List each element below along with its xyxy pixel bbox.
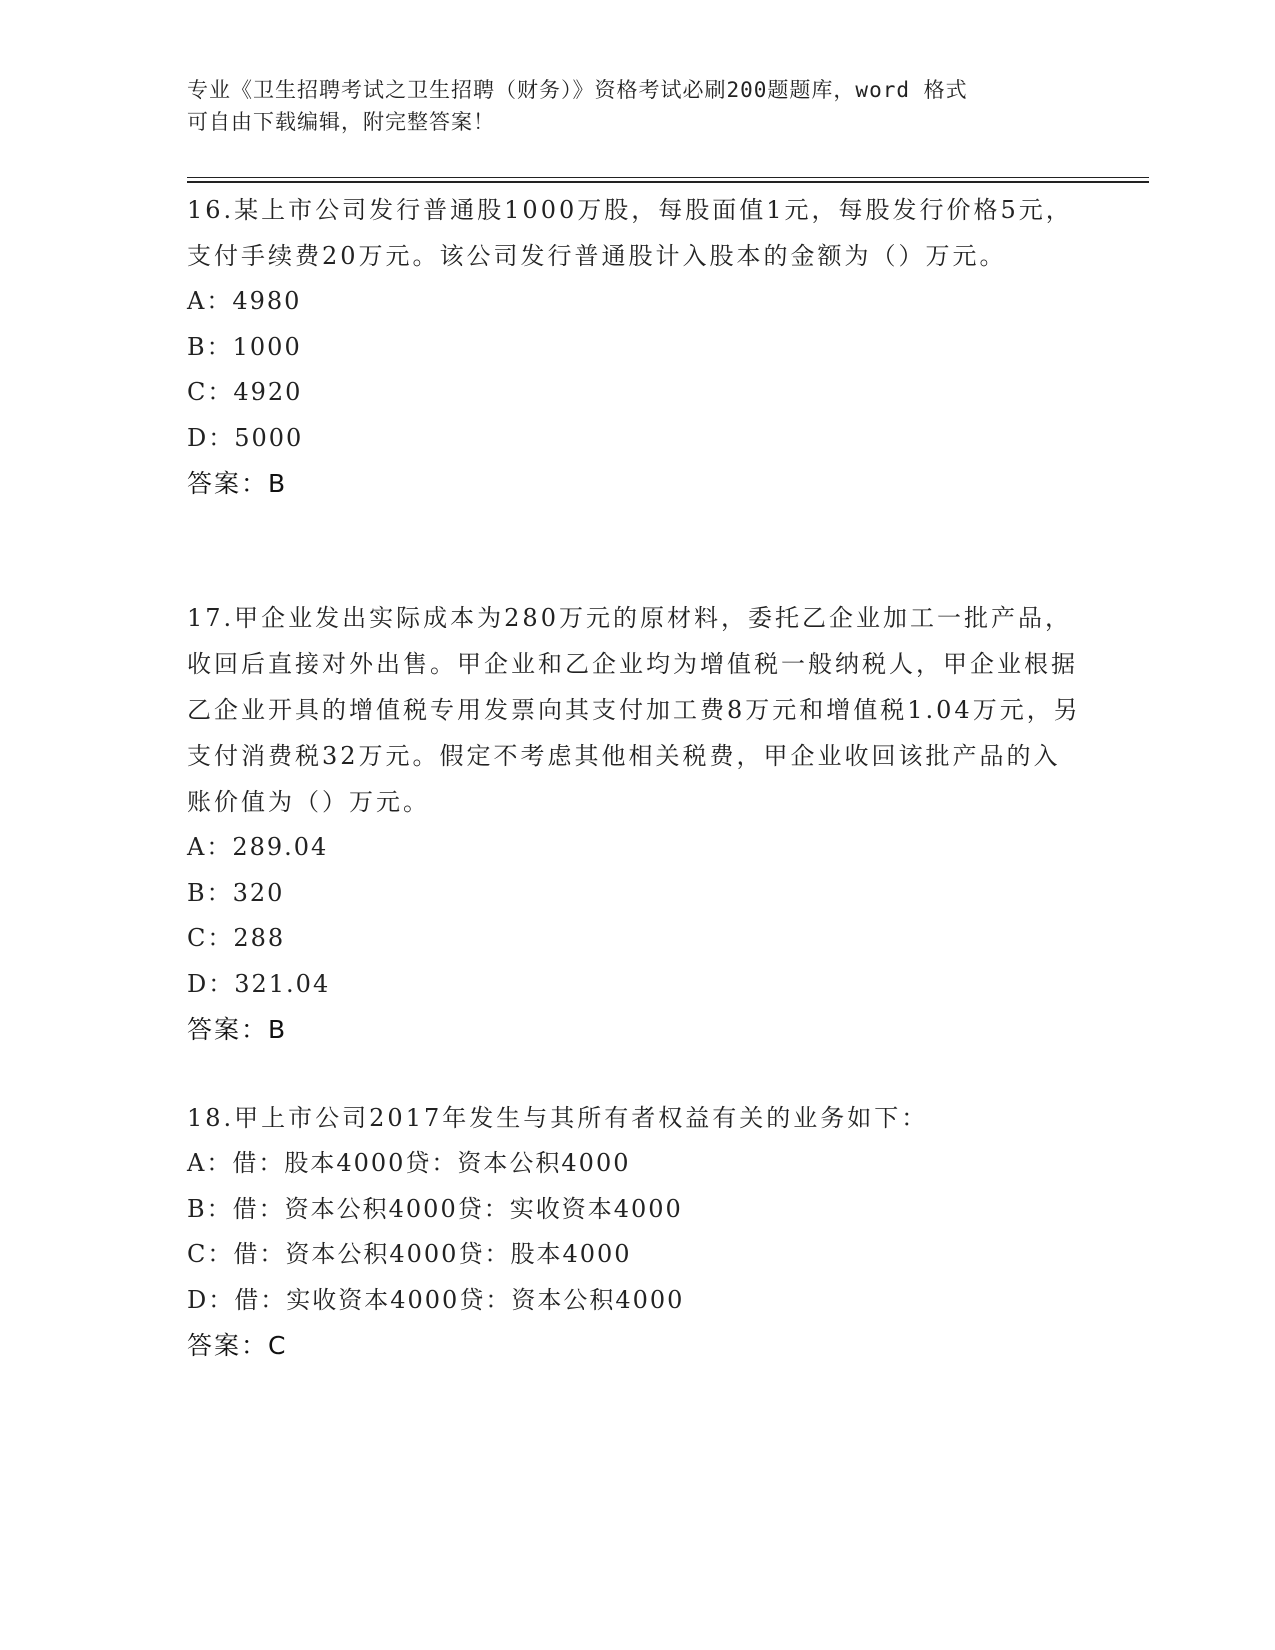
option-b: B：1000 xyxy=(187,332,302,361)
header-line-2: 可自由下载编辑，附完整答案！ xyxy=(187,110,495,134)
option-c: C：288 xyxy=(187,924,286,952)
option-a: A：4980 xyxy=(187,287,302,315)
option-b: B：借：资本公积4000贷：实收资本4000 xyxy=(187,1194,683,1223)
option-a: A：289.04 xyxy=(187,833,329,861)
document-header xyxy=(187,74,1067,138)
option-d: D：5000 xyxy=(187,423,304,452)
option-c: C：借：资本公积4000贷：股本4000 xyxy=(187,1240,632,1268)
question-stem: 17.甲企业发出实际成本为280万元的原材料，委托乙企业加工一批产品，收回后直接对外出售。甲企业和乙企业均为增值税一般纳税人，甲企业根据乙企业开具的增值税专用发票向其支付加工费8万元和增值税1.04万元，另支付消费税32万元。假定不考虑其他相关税费，甲企业收回该批产品的入账价值为（）万元。 xyxy=(187,604,1081,816)
option-d: D：321.04 xyxy=(187,969,331,998)
question-stem: 16.某上市公司发行普通股1000万股，每股面值1元，每股发行价格5元，支付手续费20万元。该公司发行普通股计入股本的金额为（）万元。 xyxy=(187,196,1073,270)
option-b: B：320 xyxy=(187,878,285,907)
option-a: A：借：股本4000贷：资本公积4000 xyxy=(187,1149,631,1177)
answer-line: 答案：B xyxy=(187,469,288,498)
option-d: D：借：实收资本4000贷：资本公积4000 xyxy=(187,1285,685,1314)
answer-line: 答案：B xyxy=(187,1015,288,1044)
option-c: C：4920 xyxy=(187,378,303,406)
question-16 xyxy=(187,187,1087,507)
answer-line: 答案：C xyxy=(187,1331,288,1360)
question-stem: 18.甲上市公司2017年发生与其所有者权益有关的业务如下： xyxy=(187,1104,929,1132)
question-17 xyxy=(187,595,1087,1053)
header-line-1: 专业《卫生招聘考试之卫生招聘（财务）》资格考试必刷200题题库，word 格式 xyxy=(187,78,968,102)
question-18 xyxy=(187,1095,1087,1369)
header-divider xyxy=(187,177,1149,183)
